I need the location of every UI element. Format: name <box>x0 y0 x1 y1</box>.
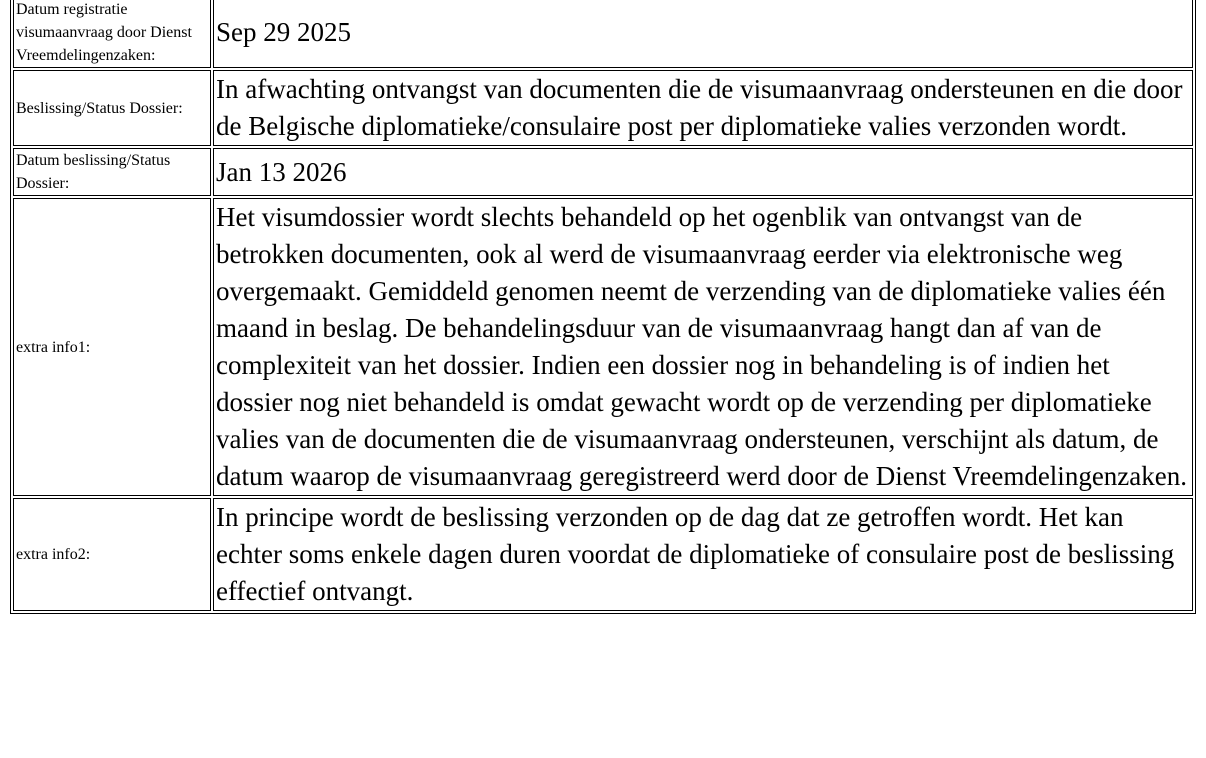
decision-date-value: Jan 13 2026 <box>213 148 1193 196</box>
extra-info-1-value: Het visumdossier wordt slechts behandeld op het ogenblik van ontvangst van de betrokken documenten, ook al werd de visumaanvraag eerder via elektronische weg overgemaakt. Gemiddeld genomen neemt de verzending van de diplomatieke valies één maand in beslag. De behandelingsduur van de visumaanvraag hangt dan af van de complexiteit van het dossier. Indien een dossier nog in behandeling is of indien het dossier nog niet behandeld is omdat gewacht wordt op de verzending per diplomatieke valies van de documenten die de visumaanvraag ondersteunen, verschijnt als datum, de datum waarop de visumaanvraag geregistreerd werd door de Dienst Vreemdelingenzaken. <box>213 198 1193 496</box>
extra-info-2-value: In principe wordt de beslissing verzonden op de dag dat ze getroffen wordt. Het kan echter soms enkele dagen duren voordat de diplomatieke of consulaire post de beslissing effectief ontvangt. <box>213 498 1193 611</box>
decision-status-label: Beslissing/Status Dossier: <box>13 70 211 146</box>
table-row-decision-date <box>13 148 1193 196</box>
registration-date-value: Sep 29 2025 <box>213 0 1193 68</box>
table-row-registration-date <box>13 0 1193 68</box>
visa-status-table <box>10 0 1196 614</box>
table-row-decision-status <box>13 70 1193 146</box>
registration-date-label: Datum registratie visumaanvraag door Dienst Vreemdelingenzaken: <box>13 0 211 68</box>
decision-status-value: In afwachting ontvangst van documenten die de visumaanvraag ondersteunen en die door de Belgische diplomatieke/consulaire post per diplomatieke valies verzonden wordt. <box>213 70 1193 146</box>
extra-info-2-label: extra info2: <box>13 498 211 611</box>
table-row-extra-info-1 <box>13 198 1193 496</box>
table-row-extra-info-2 <box>13 498 1193 611</box>
extra-info-1-label: extra info1: <box>13 198 211 496</box>
decision-date-label: Datum beslissing/Status Dossier: <box>13 148 211 196</box>
